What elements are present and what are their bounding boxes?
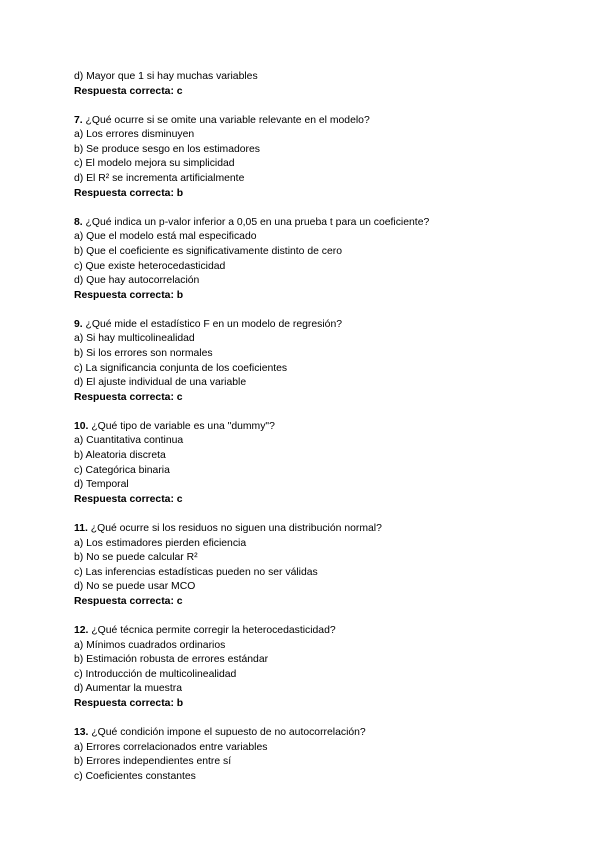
question-block xyxy=(74,522,574,610)
question-number: 7. xyxy=(74,114,83,126)
option-line: b) Estimación robusta de errores estándar xyxy=(74,654,269,666)
question-number: 13. xyxy=(74,727,89,739)
question-block xyxy=(74,114,574,202)
question-number: 12. xyxy=(74,625,89,636)
option-line: a) Si hay multicolinealidad xyxy=(74,333,195,345)
question-prompt: ¿Qué tipo de variable es una "dummy"? xyxy=(88,420,275,432)
question-text xyxy=(74,522,574,537)
question-spacer xyxy=(74,712,574,727)
question-prompt: ¿Qué ocurre si se omite una variable relevante en el modelo? xyxy=(82,114,370,126)
question-block xyxy=(74,420,574,508)
correct-answer: Respuesta correcta: b xyxy=(74,289,184,301)
question-spacer xyxy=(74,99,574,114)
option-line: c) El modelo mejora su simplicidad xyxy=(74,158,235,170)
question-spacer xyxy=(74,201,574,216)
correct-answer: Respuesta correcta: b xyxy=(74,187,184,199)
option-line: d) Aumentar la muestra xyxy=(74,683,182,695)
question-number: 8. xyxy=(74,216,83,228)
correct-answer: Respuesta correcta: c xyxy=(74,391,183,403)
question-prompt: ¿Qué ocurre si los residuos no siguen una distribución normal? xyxy=(87,522,382,534)
option-line: a) Mínimos cuadrados ordinarios xyxy=(74,639,226,651)
question-text xyxy=(74,624,574,639)
question-block xyxy=(74,318,574,406)
option-line: b) Errores independientes entre sí xyxy=(74,756,232,768)
correct-answer: Respuesta correcta: b xyxy=(74,697,184,709)
question-text xyxy=(74,216,574,231)
question-number: 9. xyxy=(74,318,83,330)
option-line: c) Las inferencias estadísticas pueden no ser válidas xyxy=(74,566,318,578)
question-text xyxy=(74,318,574,333)
question-block xyxy=(74,726,574,784)
option-line: a) Cuantitativa continua xyxy=(74,435,184,447)
option-line: d) Mayor que 1 si hay muchas variables xyxy=(74,71,258,82)
question-text xyxy=(74,726,574,741)
option-line: d) Que hay autocorrelación xyxy=(74,275,200,287)
question-prompt: ¿Qué indica un p-valor inferior a 0,05 en una prueba t para un coeficiente? xyxy=(82,216,430,228)
option-line: c) Categórica binaria xyxy=(74,464,170,476)
option-line: d) No se puede usar MCO xyxy=(74,581,196,593)
question-spacer xyxy=(74,303,574,318)
option-line: c) Coeficientes constantes xyxy=(74,770,196,782)
option-line: b) Si los errores son normales xyxy=(74,348,213,359)
correct-answer: Respuesta correcta: c xyxy=(74,595,183,607)
option-line: b) No se puede calcular R² xyxy=(74,552,198,564)
option-line: b) Que el coeficiente es significativamente distinto de cero xyxy=(74,245,342,257)
question-prompt: ¿Qué condición impone el supuesto de no autocorrelación? xyxy=(88,727,366,739)
question-number: 11. xyxy=(74,522,88,534)
document-page xyxy=(74,70,574,784)
option-line: d) El ajuste individual de una variable xyxy=(74,377,247,389)
question-list xyxy=(74,99,574,784)
option-line: c) La significancia conjunta de los coeficientes xyxy=(74,362,288,374)
question-block xyxy=(74,624,574,712)
question-number: 10. xyxy=(74,420,89,432)
question-block-6-tail xyxy=(74,70,574,99)
option-line: a) Que el modelo está mal especificado xyxy=(74,231,257,243)
option-line: a) Los errores disminuyen xyxy=(74,129,195,141)
question-text xyxy=(74,420,574,435)
question-spacer xyxy=(74,507,574,522)
question-spacer xyxy=(74,405,574,420)
option-line: b) Se produce sesgo en los estimadores xyxy=(74,143,260,155)
option-line: a) Errores correlacionados entre variables xyxy=(74,741,268,753)
option-line: d) Temporal xyxy=(74,479,129,491)
option-line: b) Aleatoria discreta xyxy=(74,450,166,462)
question-prompt: ¿Qué mide el estadístico F en un modelo de regresión? xyxy=(82,318,343,330)
question-prompt: ¿Qué técnica permite corregir la heterocedasticidad? xyxy=(88,625,336,636)
option-line: a) Los estimadores pierden eficiencia xyxy=(74,537,247,549)
question-spacer xyxy=(74,610,574,625)
question-block xyxy=(74,216,574,304)
correct-answer: Respuesta correcta: c xyxy=(74,85,183,97)
correct-answer: Respuesta correcta: c xyxy=(74,493,183,505)
option-line: c) Que existe heterocedasticidad xyxy=(74,260,226,272)
option-line: d) El R² se incrementa artificialmente xyxy=(74,173,245,185)
option-line: c) Introducción de multicolinealidad xyxy=(74,668,237,680)
question-text xyxy=(74,114,574,129)
